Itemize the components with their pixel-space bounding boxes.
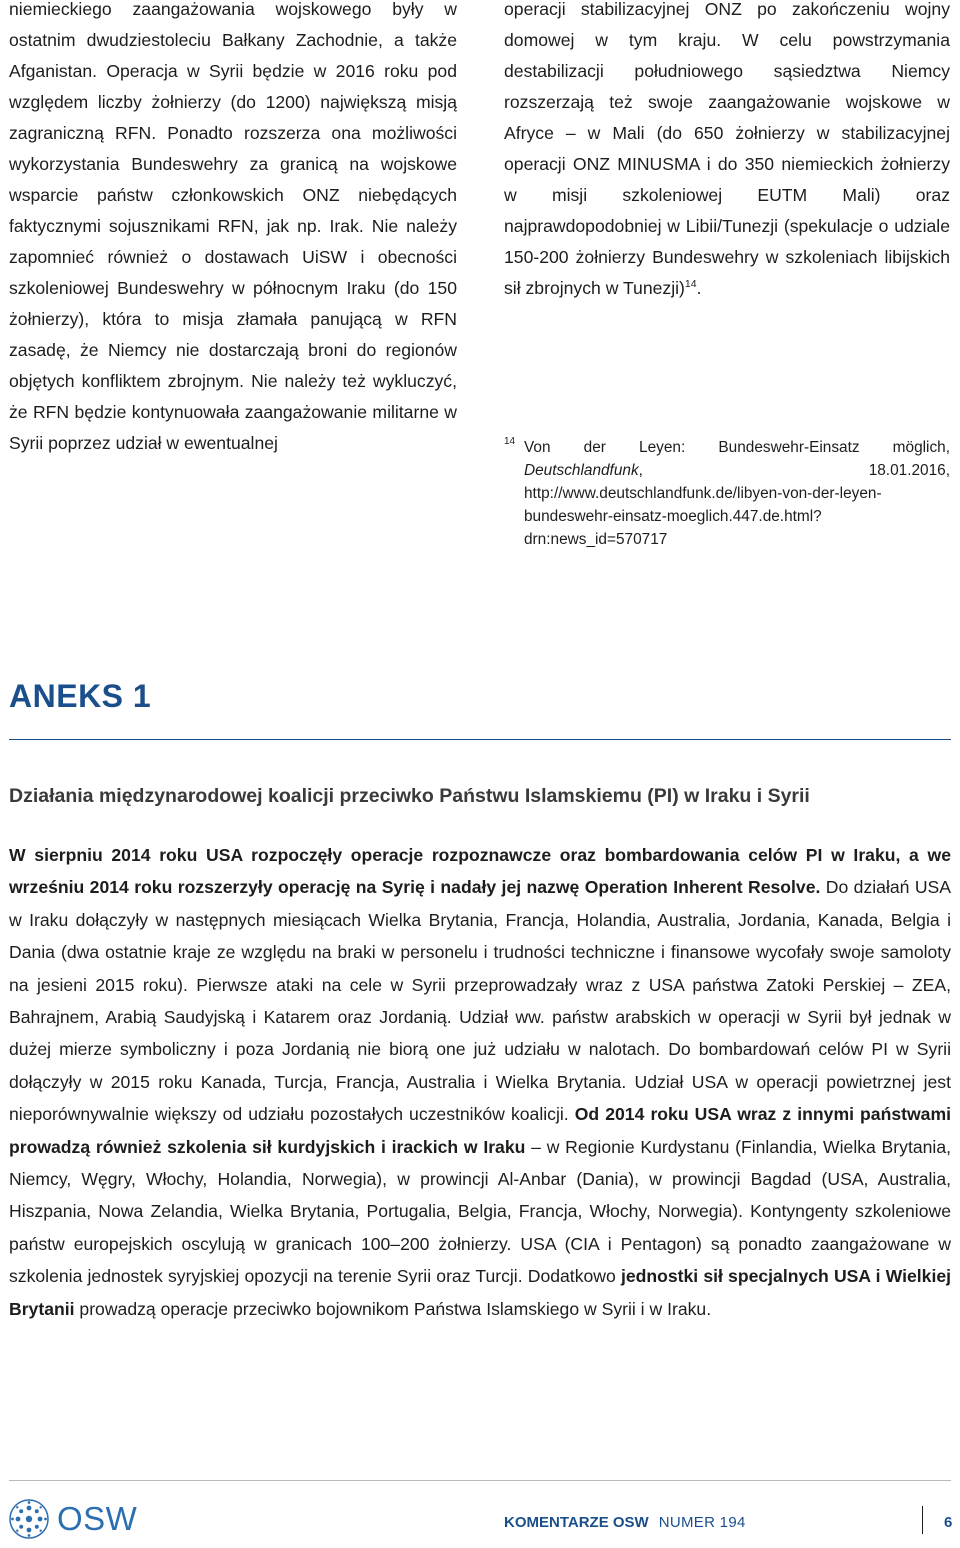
annex-p1-text: Do działań USA w Iraku dołączyły w następnych miesiącach Wielka Brytania, Francja, Holandia, Australia, Jordania, Kanada, Belgia i Dania (dwa ostatnie kraje ze względu na braki w personelu i trudności techniczne i finansowe wycofały swoje samoloty na jesieni 2015 roku). Pierwsze ataki na cele w Syrii przeprowadzały wraz z USA państwa Zatoki Perskiej – ZEA, Bahrajnem, Arabią Saudyjską i Katarem oraz Jordanią. Udział ww. państw arabskich w operacji w Syrii był jednak w dużej mierze symboliczny i poza Jordanią nie biorą one już udziału w nalotach. Do bombardowań celów PI w Syrii dołączyły w 2015 roku Kanada, Turcja, Francja, Australia i Wielka Brytania. Udział USA w operacji powietrznej jest nieporównywalnie większy od udziału pozostałych uczestników koalicji. xyxy=(9,877,951,1125)
series-name: KOMENTARZE OSW xyxy=(504,1514,649,1531)
annex-body-paragraph xyxy=(9,839,951,1325)
annex-divider xyxy=(9,739,951,740)
annex-p1-bold: W sierpniu 2014 roku USA rozpoczęły operacje rozpoznawcze oraz bombardowania celów PI w Iraku, a we wrześniu 2014 roku rozszerzyły operację na Syrię i nadały jej nazwę Operation Inherent Resolve. xyxy=(9,845,951,898)
annex-p2-bold: Od 2014 roku USA wraz z innymi państwami prowadzą również szkolenia sił kurdyjskich i irackich w Iraku xyxy=(9,1104,951,1157)
footnote-source: Deutschlandfunk xyxy=(524,462,639,479)
annex-title: ANEKS 1 xyxy=(9,678,152,714)
issue-number: NUMER 194 xyxy=(658,1514,746,1531)
footnote-url-link[interactable]: http://www.deutschlandfunk.de/libyen-von-der-leyen-bundeswehr-einsatz-moeglich.447.de.html?drn:news_id=570717 xyxy=(524,485,882,548)
osw-globe-icon xyxy=(9,1499,49,1539)
right-column-text: operacji stabilizacyjnej ONZ po zakończeniu wojny domowej w tym kraju. W celu powstrzymania destabilizacji południowego sąsiedztwa Niemcy rozszerzają też swoje zaangażowanie wojskowe w Afryce – w Mali (do 650 żołnierzy w stabilizacyjnej operacji ONZ MINUSMA i do 350 niemieckich żołnierzy w misji szkoleniowej EUTM Mali) oraz najprawdopodobniej w Libii/Tunezji (spekulacje o udziale 150-200 żołnierzy Bundeswehry w szkoleniach libijskich sił zbrojnych w Tunezji) xyxy=(504,0,950,298)
right-column-paragraph xyxy=(504,0,950,304)
left-text-column xyxy=(9,0,457,459)
annex-p3-text: prowadzą operacje przeciwko bojownikom Państwa Islamskiego w Syrii i w Iraku. xyxy=(74,1298,712,1319)
annex-p3-bold: jednostki sił specjalnych USA i Wielkiej Brytanii xyxy=(9,1266,951,1319)
right-column-end-punct: . xyxy=(696,278,702,298)
right-text-column xyxy=(504,0,950,304)
footnote-reference[interactable]: 14 xyxy=(684,278,697,291)
page-number: 6 xyxy=(944,1514,953,1531)
annex-section-heading: Działania międzynarodowej koalicji przeciwko Państwu Islamskiemu (PI) w Iraku i Syrii xyxy=(9,785,810,807)
footer-separator xyxy=(922,1506,923,1534)
osw-logo-text: OSW xyxy=(57,1500,138,1537)
footer-divider xyxy=(9,1480,951,1481)
left-column-paragraph: niemieckiego zaangażowania wojskowego były w ostatnim dwudziestoleciu Bałkany Zachodnie, a także Afganistan. Operacja w Syrii będzie w 2016 roku pod względem liczby żołnierzy (do 1200) największą misją zagraniczną RFN. Ponadto rozszerza ona możliwości wykorzystania Bundeswehry za granicą na wojskowe wsparcie państw członkowskich ONZ niebędących faktycznymi sojusznikami RFN, jak np. Irak. Nie należy zapomnieć również o dostawach UiSW i obecności szkoleniowej Bundeswehry w północnym Iraku (do 150 żołnierzy), która to misja złamała panującą w RFN zasadę, że Niemcy nie dostarczają broni do regionów objętych konfliktem zbrojnym. Nie należy też wykluczyć, że RFN będzie kontynuowała zaangażowanie militarne w Syrii poprzez udział w ewentualnej xyxy=(9,0,457,453)
footnote-entry xyxy=(504,436,950,551)
footer-series xyxy=(504,1513,746,1533)
footnote-date: , 18.01.2016, xyxy=(638,462,950,479)
annex-p2-text: – w Regionie Kurdystanu (Finlandia, Wielka Brytania, Niemcy, Węgry, Włochy, Holandia, Norwegia), w prowincji Al-Anbar (Dania), w prowincji Bagdad (USA, Australia, Hiszpania, Nowa Zelandia, Wielka Brytania, Portugalia, Belgia, Francja, Włochy, Norwegia). Kontyngenty szkoleniowe państw europejskich oscylują w granicach 100–200 żołnierzy. USA (CIA i Pentagon) są ponadto zaangażowane w szkolenia jednostek syryjskiej opozycji na terenie Syrii oraz Turcji. Dodatkowo xyxy=(9,1136,951,1287)
footnote-number: 14 xyxy=(504,436,516,447)
footnote xyxy=(504,436,950,551)
osw-logo xyxy=(9,1499,137,1539)
footnote-text: Von der Leyen: Bundeswehr-Einsatz möglich, xyxy=(524,439,950,456)
